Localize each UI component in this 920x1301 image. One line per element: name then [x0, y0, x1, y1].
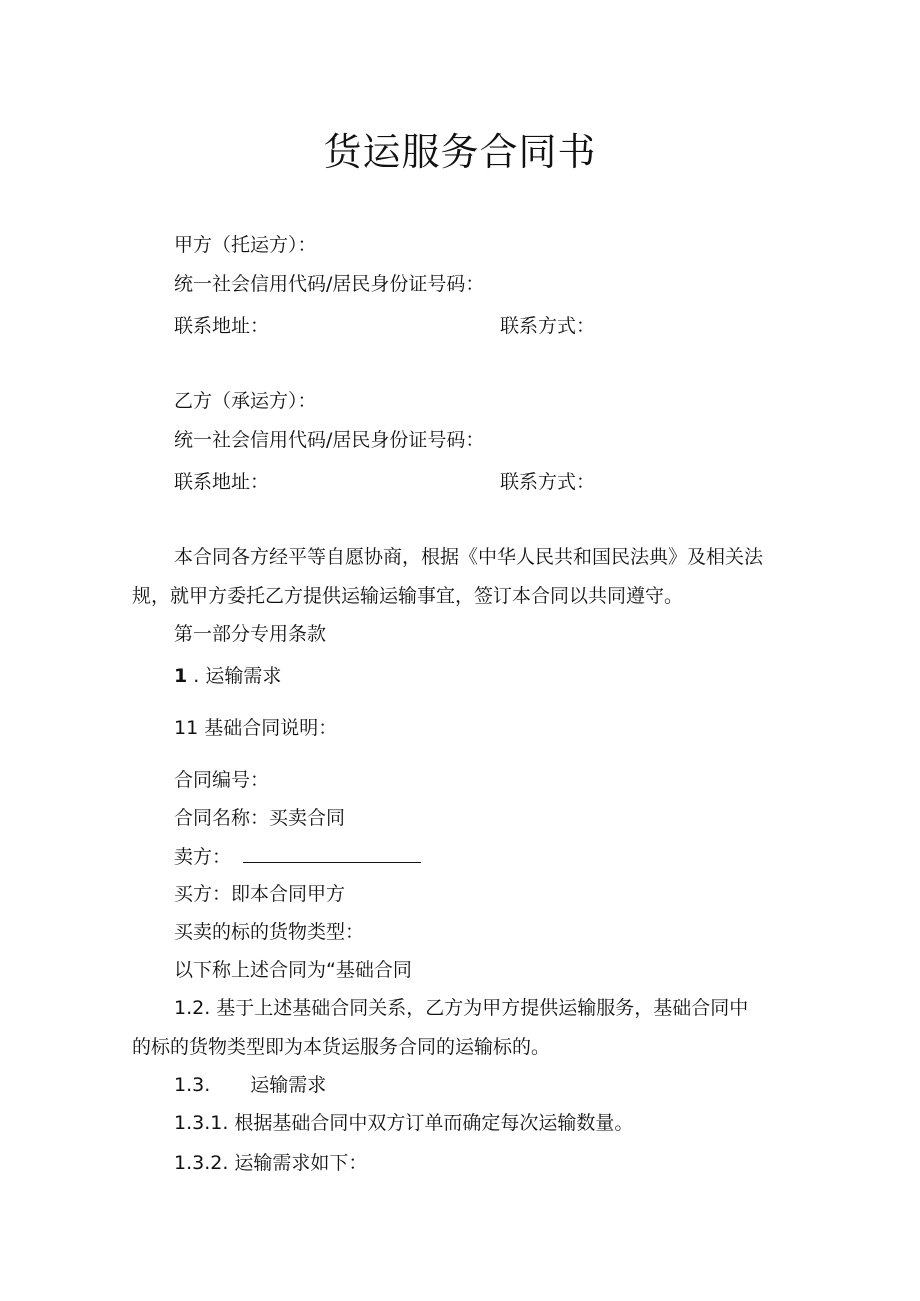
goods-type-label: 买卖的标的货物类型： — [174, 921, 365, 943]
buyer-label: 买方：即本合同甲方 — [174, 883, 346, 905]
section-1-3-number: 1.3. — [174, 1074, 211, 1096]
party-a-name-label: 甲方（托运方）： — [174, 234, 317, 256]
document-title: 货运服务合同书 — [323, 130, 597, 174]
seller-label: 卖方： — [174, 846, 232, 868]
section-1-3-2: 1.3.2. 运输需求如下： — [174, 1152, 368, 1174]
party-a-contact-label: 联系方式： — [500, 315, 596, 337]
section-1-2-line-1: 1.2. 基于上述基础合同关系，乙方为甲方提供运输服务，基础合同中 — [174, 997, 749, 1019]
intro-line-2: 规，就甲方委托乙方提供运输运输事宜，签订本合同以共同遵守。 — [132, 585, 684, 607]
section-1-heading — [174, 664, 281, 688]
part-one-heading: 第一部分专用条款 — [174, 623, 327, 645]
contract-alias-label: 以下称上述合同为“基础合同 — [174, 959, 412, 981]
party-b-name-label: 乙方（承运方）： — [174, 390, 317, 412]
party-b-address-label: 联系地址： — [174, 471, 270, 493]
section-1-3-1: 1.3.1. 根据基础合同中双方订单而确定每次运输数量。 — [174, 1112, 634, 1134]
seller-row — [174, 844, 421, 869]
section-1-1-heading: 11 基础合同说明： — [174, 717, 338, 739]
section-1-title: . 运输需求 — [193, 665, 282, 687]
seller-blank-field[interactable] — [243, 844, 421, 863]
party-b-contact-label: 联系方式： — [500, 471, 596, 493]
section-1-number: 1 — [174, 665, 188, 687]
party-a-code-label: 统一社会信用代码/居民身份证号码： — [174, 273, 485, 295]
section-1-3-heading — [174, 1073, 326, 1097]
party-b-code-label: 统一社会信用代码/居民身份证号码： — [174, 429, 485, 451]
contract-name-label: 合同名称：买卖合同 — [174, 807, 346, 829]
intro-line-1: 本合同各方经平等自愿协商，根据《中华人民共和国民法典》及相关法 — [174, 546, 764, 568]
section-1-2-line-2: 的标的货物类型即为本货运服务合同的运输标的。 — [132, 1036, 551, 1058]
contract-number-label: 合同编号： — [174, 769, 270, 791]
party-a-address-label: 联系地址： — [174, 315, 270, 337]
section-1-3-title: 运输需求 — [250, 1074, 327, 1096]
